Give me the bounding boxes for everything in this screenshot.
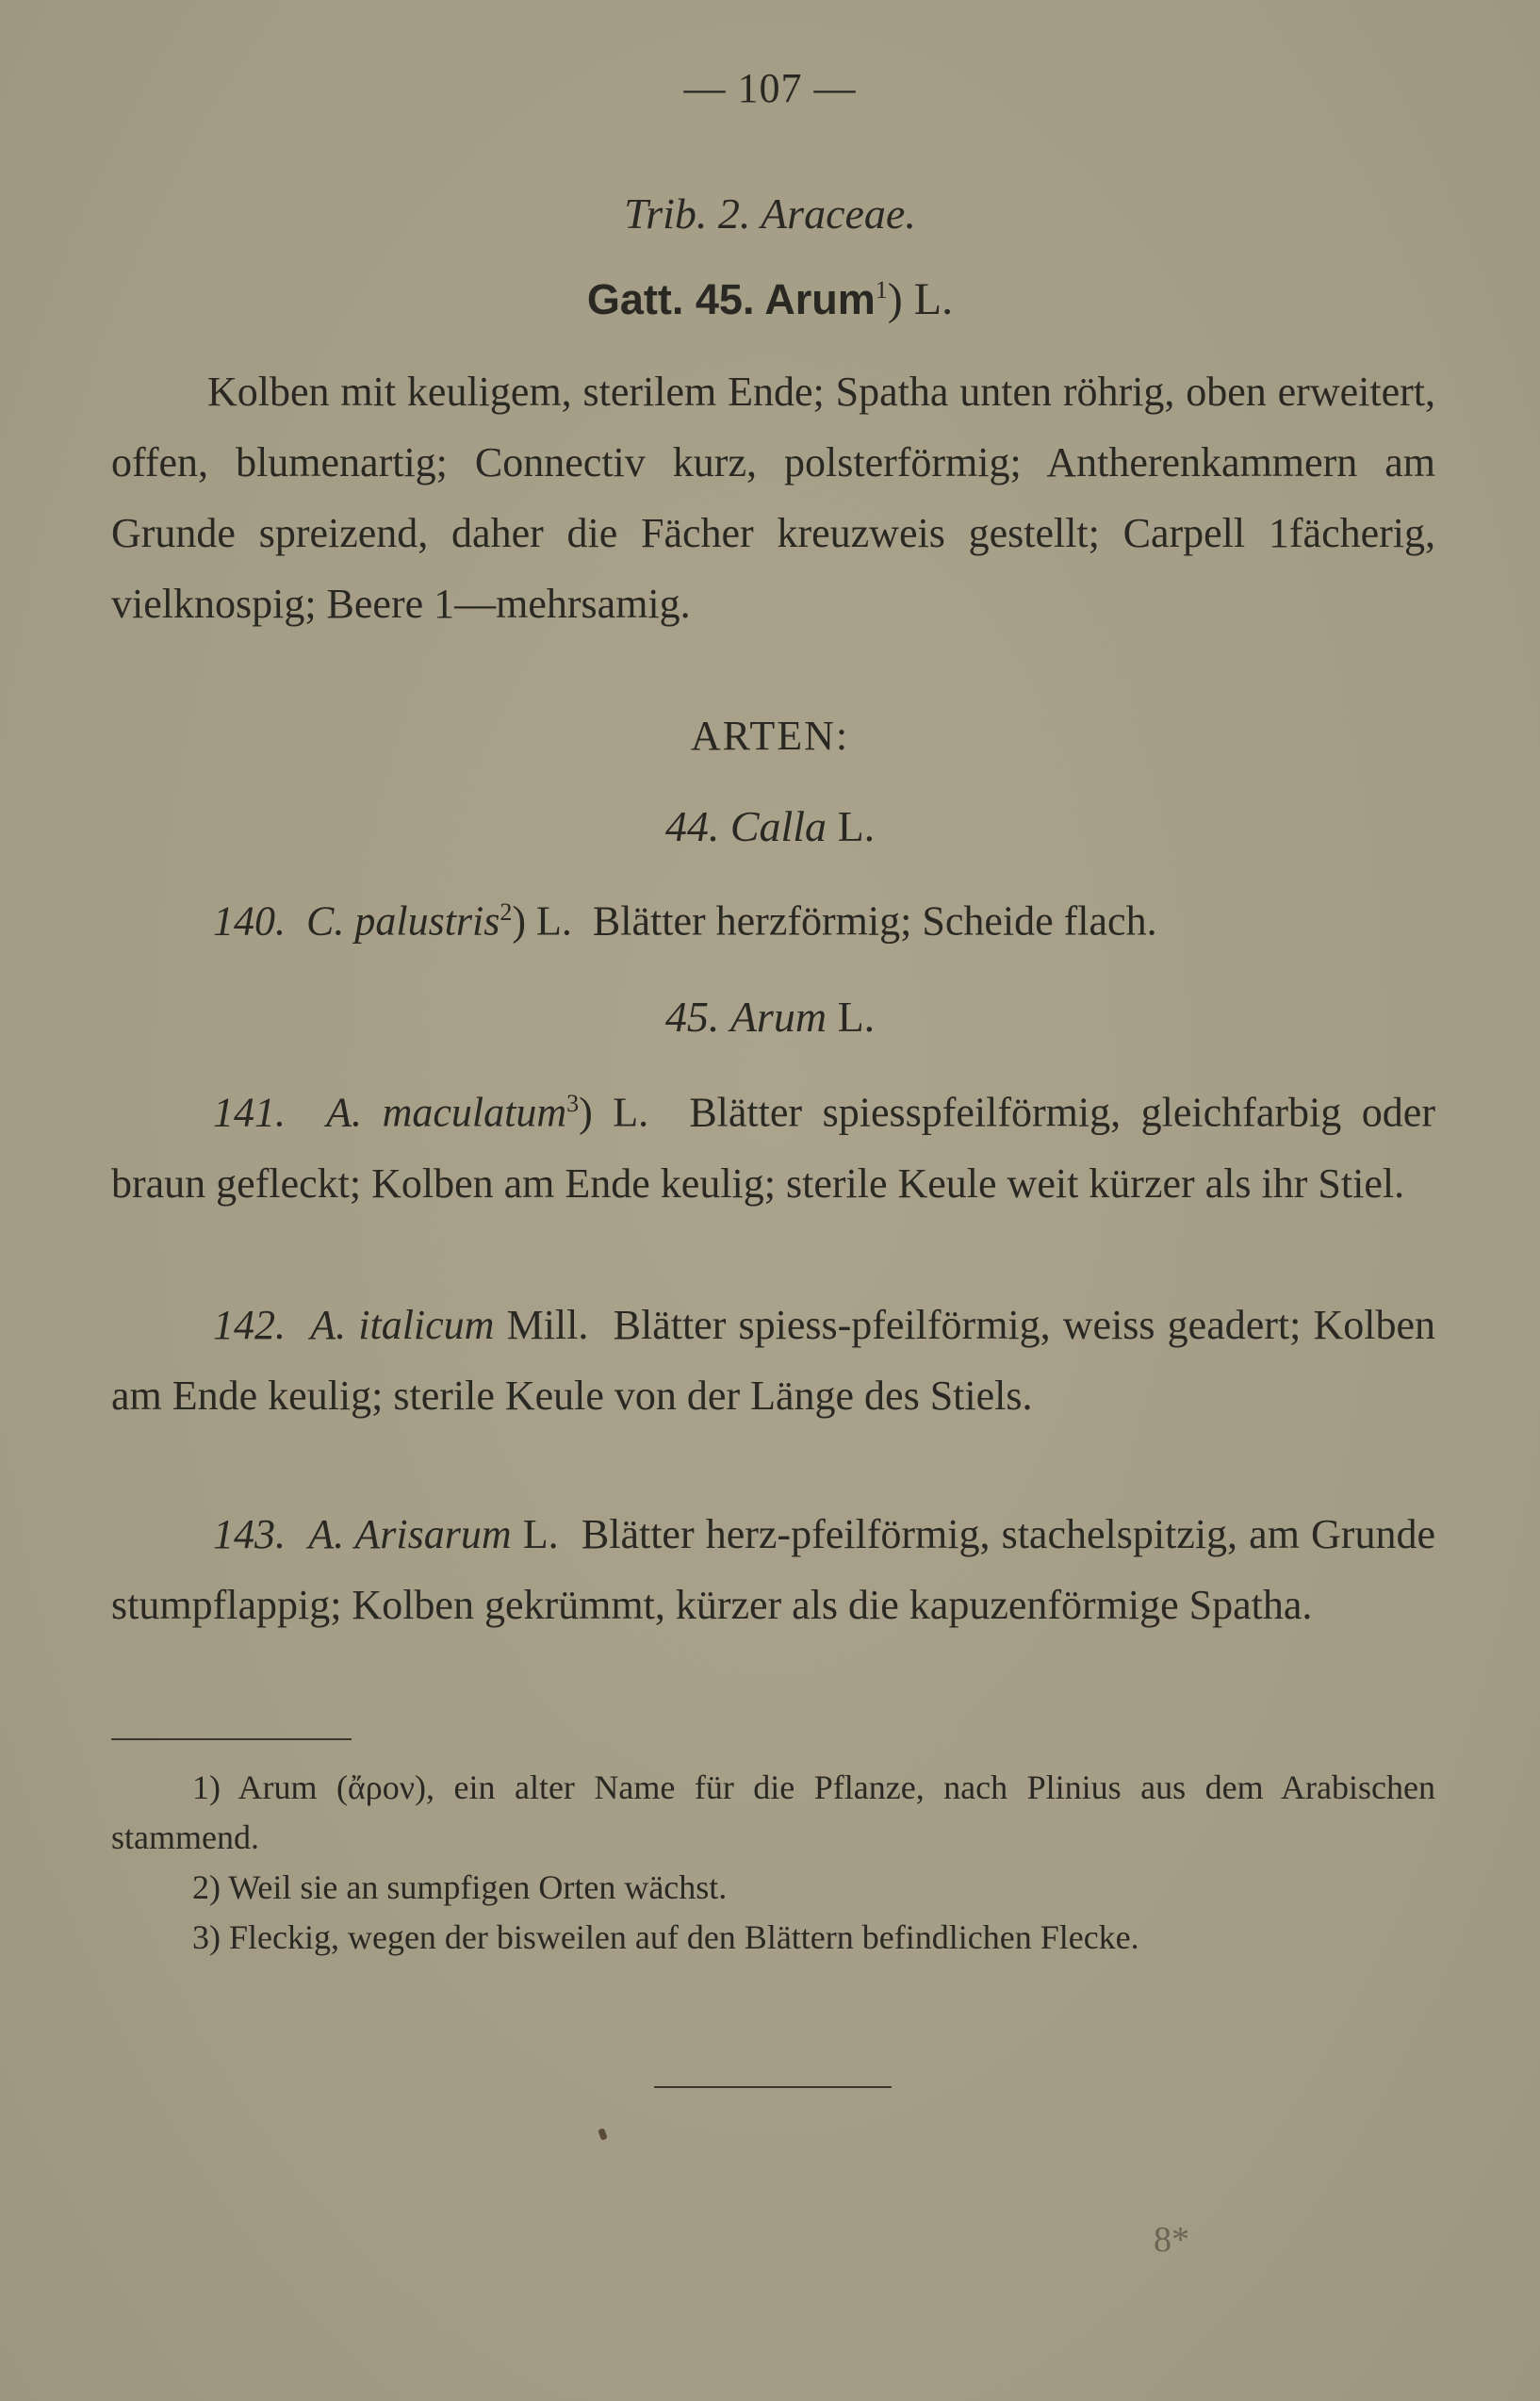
species-number: 143.: [213, 1511, 286, 1557]
section-heading-arum: [0, 992, 1540, 1042]
species-number: 142.: [213, 1302, 286, 1348]
page-number: — 107 —: [683, 65, 857, 111]
species-entry: [111, 1499, 1435, 1640]
genus-footnote-ref: 1: [875, 276, 888, 304]
genus-description: Kolben mit keuligem, sterilem Ende; Spatha unten röhrig, oben erweitert, offen, blumenartig; Connectiv kurz, polsterförmig; Antherenkammern am Grunde spreizend, daher die Fächer kreuzweis gestellt; Carpell 1fächerig, vielknospig; Beere 1—mehrsamig.: [111, 369, 1435, 627]
footnote-divider: [111, 1738, 352, 1740]
ink-speck: [598, 2128, 608, 2141]
species-number: 141.: [213, 1089, 286, 1136]
footnote-2: 2) Weil sie an sumpfigen Orten wächst.: [192, 1868, 728, 1906]
tribus-heading: Trib. 2. Araceae.: [624, 189, 916, 238]
species-author: Mill.: [506, 1302, 589, 1348]
species-footnote-ref: 3: [566, 1090, 580, 1117]
species-entry: [111, 877, 1435, 957]
species-author: L.: [522, 1511, 559, 1557]
signature-mark: 8*: [1154, 2220, 1189, 2260]
species-name: A. maculatum: [326, 1089, 567, 1136]
species-entry: [111, 1068, 1435, 1219]
genus-heading: [0, 273, 1540, 325]
species-entry: [111, 1290, 1435, 1431]
section-number: 44.: [664, 802, 720, 850]
species-description: Blätter herz-pfeilförmig, stachelspitzig, am Grunde stumpflappig; Kolben gekrümmt, kürzer als die kapuzenförmige Spatha.: [111, 1511, 1435, 1628]
arten-heading: ARTEN:: [690, 713, 850, 759]
species-name: A. Arisarum: [308, 1511, 512, 1557]
species-description: Blätter spiess-pfeilförmig, weiss geadert; Kolben am Ende keulig; sterile Keule von der Länge des Stiels.: [111, 1302, 1435, 1419]
genus-title: Gatt. 45. Arum: [586, 275, 876, 323]
species-author: ) L.: [579, 1089, 649, 1136]
footnote-3: 3) Fleckig, wegen der bisweilen auf den Blättern befindlichen Flecke.: [192, 1918, 1139, 1956]
species-name: A. italicum: [310, 1302, 495, 1348]
species-description: Blätter spiesspfeilförmig, gleichfarbig oder braun gefleckt; Kolben am Ende keulig; sterile Keule weit kürzer als ihr Stiel.: [111, 1089, 1435, 1207]
section-number: 45.: [664, 993, 720, 1041]
section-genus-name: Arum: [729, 993, 827, 1041]
end-rule: [654, 2086, 892, 2088]
species-description: Blätter herzförmig; Scheide flach.: [592, 897, 1157, 945]
section-author: L.: [837, 993, 876, 1041]
species-name: C. palustris: [306, 897, 500, 945]
section-author: L.: [837, 802, 876, 850]
species-number: 140.: [213, 897, 286, 945]
section-genus-name: Calla: [729, 802, 827, 850]
species-author: ) L.: [512, 897, 572, 945]
footnote-1: 1) Arum (ἄρον), ein alter Name für die Pflanze, nach Plinius aus dem Arabischen stammend.: [111, 1768, 1435, 1856]
species-footnote-ref: 2: [500, 898, 513, 926]
genus-author: ) L.: [887, 274, 954, 324]
section-heading-calla: [0, 801, 1540, 851]
